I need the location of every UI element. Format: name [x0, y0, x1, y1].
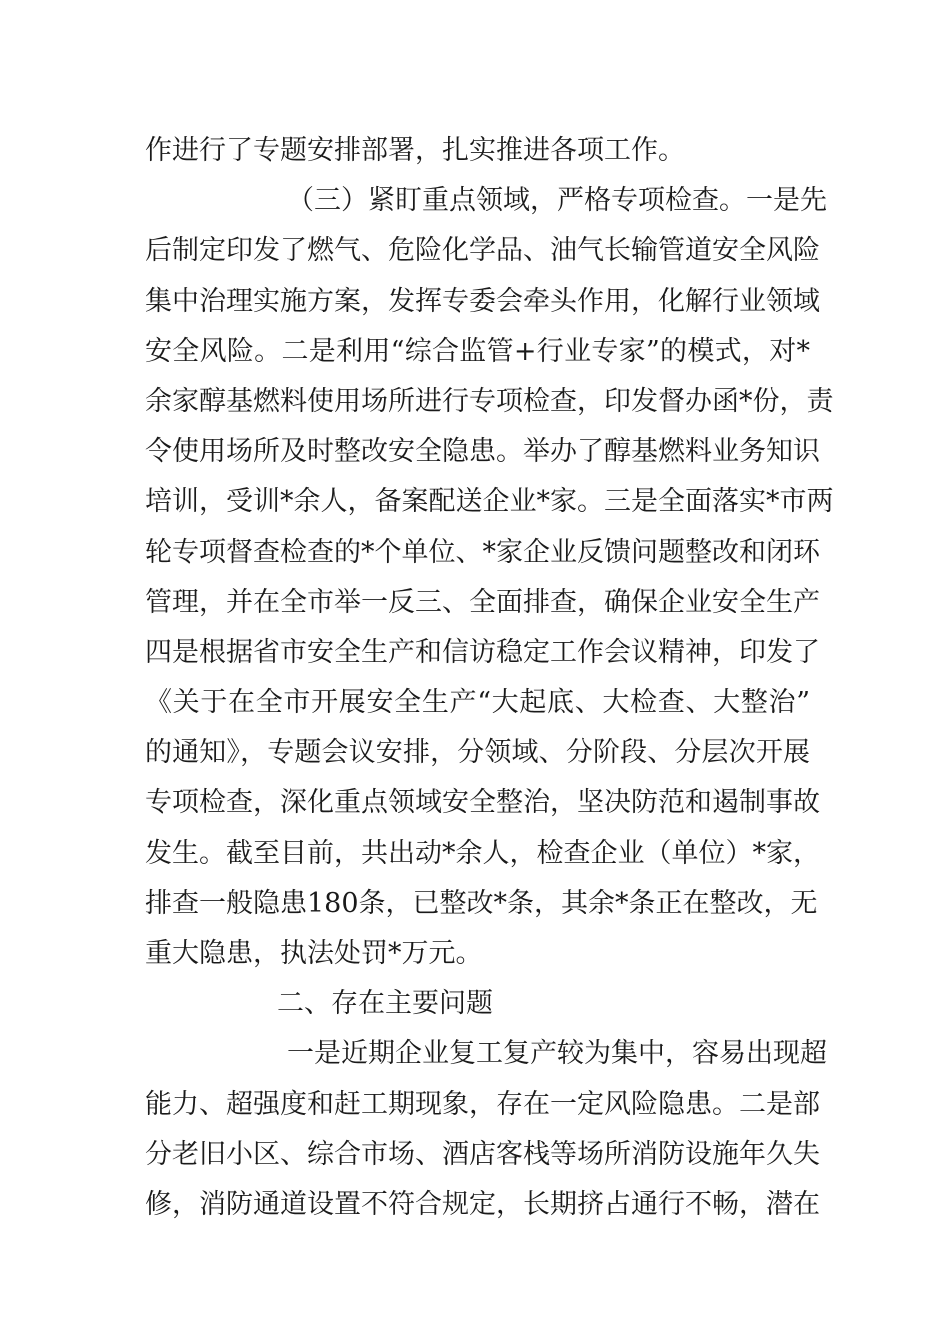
text-line: 作进行了专题安排部署，扎实推进各项工作。 — [145, 135, 685, 166]
text-line: 轮专项督查检查的*个单位、*家企业反馈问题整改和闭环 — [145, 536, 820, 568]
text-line: 的通知》，专题会议安排，分领域、分阶段、分层次开展 — [145, 737, 810, 769]
text-line: 《关于在全市开展安全生产“大起底、大检查、大整治” — [145, 687, 810, 719]
text-line: 能力、超强度和赶工期现象，存在一定风险隐患。二是部 — [145, 1088, 820, 1120]
text-line: 排查一般隐患180条，已整改*条，其余*条正在整改，无 — [145, 887, 818, 919]
text-line: 余家醇基燃料使用场所进行专项检查，印发督办函*份，责 — [145, 385, 834, 417]
text-line: 专项检查，深化重点领域安全整治，坚决防范和遏制事故 — [145, 787, 820, 819]
text-line: 分老旧小区、综合市场、酒店客栈等场所消防设施年久失 — [145, 1138, 820, 1170]
body-text — [145, 126, 834, 1230]
text-line: 集中治理实施方案，发挥专委会牵头作用，化解行业领域 — [145, 285, 820, 317]
text-line: 培训，受训*余人，备案配送企业*家。三是全面落实*市两 — [145, 486, 834, 518]
text-line: （三）紧盯重点领域，严格专项检查。一是先 — [287, 185, 827, 217]
text-line: 二、存在主要问题 — [277, 988, 493, 1020]
text-line: 安全风险。二是利用“综合监管+行业专家”的模式，对* — [145, 335, 810, 367]
text-line: 重大隐患，执法处罚*万元。 — [145, 938, 483, 969]
text-line: 一是近期企业复工复产较为集中，容易出现超 — [287, 1038, 827, 1070]
text-line: 发生。截至目前，共出动*余人，检查企业（单位）*家， — [145, 837, 820, 869]
text-line: 令使用场所及时整改安全隐患。举办了醇基燃料业务知识 — [145, 436, 820, 468]
text-line: 管理，并在全市举一反三、全面排查，确保企业安全生产 — [145, 586, 820, 618]
text-line: 修，消防通道设置不符合规定，长期挤占通行不畅，潜在 — [145, 1188, 820, 1220]
text-line: 四是根据省市安全生产和信访稳定工作会议精神，印发了 — [145, 636, 820, 668]
text-line: 后制定印发了燃气、危险化学品、油气长输管道安全风险 — [145, 235, 820, 267]
